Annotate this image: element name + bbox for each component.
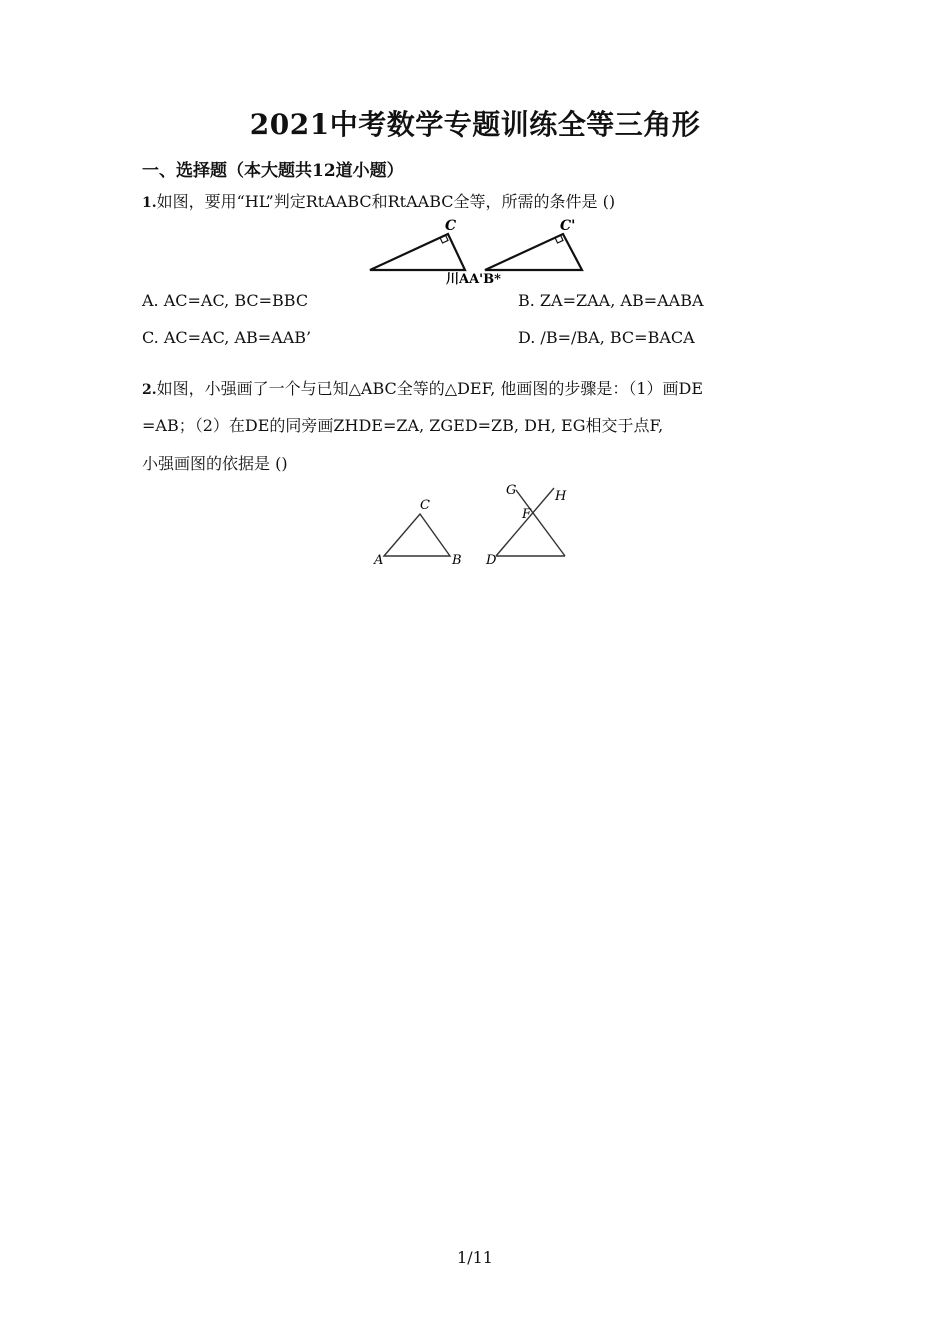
ray-dh (496, 488, 554, 556)
question-2-line-1: 如图，小强画了一个与已知△ABC全等的△DEF, 他画图的步骤是：（1）画DE (156, 379, 704, 398)
label-base: 川AA'B* (446, 272, 501, 287)
question-2-figure (370, 478, 580, 570)
question-1 (142, 189, 615, 212)
question-1-number: 1. (142, 195, 157, 211)
option-c: C. AC=AC, AB=AAB’ (142, 328, 312, 347)
question-1-figure (360, 214, 600, 290)
triangle-abc-2 (384, 514, 450, 556)
page-number: 1/11 (457, 1248, 493, 1267)
label-g: G (506, 483, 517, 498)
question-2-line-3: 小强画图的依据是 () (142, 454, 288, 473)
label-b: B (452, 553, 462, 568)
label-a: A (374, 553, 384, 568)
page-title: 2021中考数学专题训练全等三角形 (249, 108, 701, 141)
label-h: H (555, 489, 567, 504)
triangle-abc (370, 234, 465, 270)
label-f: F (522, 507, 532, 522)
triangle-a1b1c1 (485, 234, 582, 270)
label-c-prime: C' (560, 218, 576, 234)
option-d: D. /B=/BA, BC=BACA (518, 328, 695, 347)
label-d: D (486, 553, 497, 568)
question-2 (142, 376, 703, 399)
option-a: A. AC=AC, BC=BBC (142, 291, 309, 310)
question-2-line-2: =AB；（2）在DE的同旁画ZHDE=ZA, ZGED=ZB, DH, EG相交于点F, (142, 416, 664, 435)
question-2-number: 2. (142, 382, 157, 398)
label-c: C (445, 218, 457, 234)
label-c-2: C (420, 498, 430, 513)
option-b: B. ZA=ZAA, AB=AABA (518, 291, 704, 310)
question-1-text: 如图，要用“HL”判定RtAABC和RtAABC全等，所需的条件是 () (156, 192, 616, 211)
section-heading: 一、选择题（本大题共12道小题） (142, 161, 404, 181)
